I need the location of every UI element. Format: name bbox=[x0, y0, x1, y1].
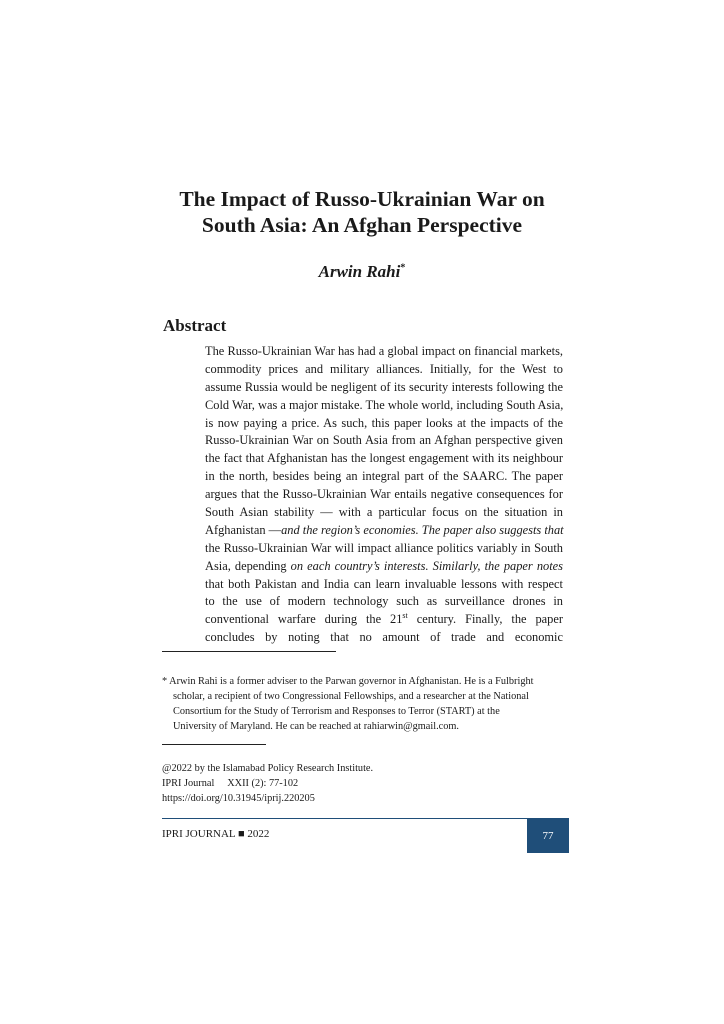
abstract-text: Asia, depending bbox=[205, 558, 291, 573]
footer-rule bbox=[162, 818, 527, 819]
abstract-line bbox=[205, 522, 563, 540]
abstract-line: South Asian stability — with a particular focus on the situation in bbox=[205, 505, 563, 520]
abstract-line: that both Pakistan and India can learn invaluable lessons with respect bbox=[205, 576, 563, 591]
abstract-line: Cold War, was a major mistake. The whole world, including South Asia, bbox=[205, 397, 564, 412]
paper-title-line-2: South Asia: An Afghan Perspective bbox=[201, 213, 523, 237]
abstract-line: Russo-Ukrainian War on South Asia from an Afghan perspective given bbox=[205, 433, 563, 448]
footnote-line: * Arwin Rahi is a former adviser to the Parwan governor in Afghanistan. He is a Fulbright bbox=[162, 676, 534, 687]
abstract-line: the Russo-Ukrainian War will impact alliance politics variably in South bbox=[205, 540, 563, 555]
footnote-line: Consortium for the Study of Terrorism and Responses to Terror (START) at the bbox=[173, 706, 500, 717]
abstract-line: commodity prices and military alliances. Initially, for the West to bbox=[205, 361, 563, 376]
abstract-text: conventional warfare during the 21 bbox=[205, 612, 403, 627]
abstract-line bbox=[205, 611, 563, 629]
paper-title bbox=[162, 186, 562, 238]
paper-title-line-1: The Impact of Russo-Ukrainian War on bbox=[179, 187, 545, 211]
footer-journal-label: IPRI JOURNAL ■ 2022 bbox=[162, 828, 270, 840]
author-footnote-marker: * bbox=[400, 262, 406, 274]
abstract-line bbox=[205, 558, 563, 576]
author-name: Arwin Rahi bbox=[318, 262, 401, 281]
abstract-text: century. Finally, the paper bbox=[407, 612, 563, 627]
doi-link[interactable]: https://doi.org/10.31945/iprij.220205 bbox=[162, 793, 315, 804]
page-number-box bbox=[527, 818, 569, 853]
abstract-italic-text: on each country’s interests. Similarly, the paper notes bbox=[290, 558, 563, 573]
publication-separator bbox=[162, 744, 266, 745]
abstract-italic-text: and the region’s economies. The paper also suggests that bbox=[281, 522, 564, 537]
abstract-line: in the north, besides being an integral part of the SAARC. The paper bbox=[205, 469, 563, 484]
page-number: 77 bbox=[542, 829, 554, 842]
author-byline bbox=[162, 262, 562, 282]
footnote-line: University of Maryland. He can be reached at rahiarwin@gmail.com. bbox=[173, 721, 459, 732]
publication-info bbox=[162, 761, 562, 806]
footnote-line: scholar, a recipient of two Congressional Fellowships, and a researcher at the National bbox=[173, 691, 529, 702]
abstract-line: concludes by noting that no amount of trade and economic bbox=[205, 630, 563, 645]
abstract-line: The Russo-Ukrainian War has had a global impact on financial markets, bbox=[205, 344, 563, 358]
abstract-heading: Abstract bbox=[163, 316, 227, 335]
copyright-notice: @2022 by the Islamabad Policy Research Institute. bbox=[162, 763, 374, 774]
journal-citation: IPRI Journal XXII (2): 77-102 bbox=[162, 778, 299, 789]
abstract-text: Afghanistan — bbox=[205, 522, 282, 537]
abstract-line: argues that the Russo-Ukrainian War entails negative consequences for bbox=[205, 487, 563, 502]
abstract-line: assume Russia would be negligent of its security interests following the bbox=[205, 379, 563, 394]
footnote-separator bbox=[162, 651, 336, 652]
abstract-body bbox=[205, 343, 563, 647]
abstract-line: is now paying a price. As such, this paper looks at the impacts of the bbox=[205, 415, 563, 430]
abstract-line: to the use of modern technology such as surveillance drones in bbox=[205, 594, 563, 609]
author-footnote bbox=[162, 674, 572, 734]
abstract-line: the fact that Afghanistan has the longest engagement with its neighbour bbox=[205, 451, 563, 466]
ordinal-suffix: st bbox=[402, 611, 408, 621]
